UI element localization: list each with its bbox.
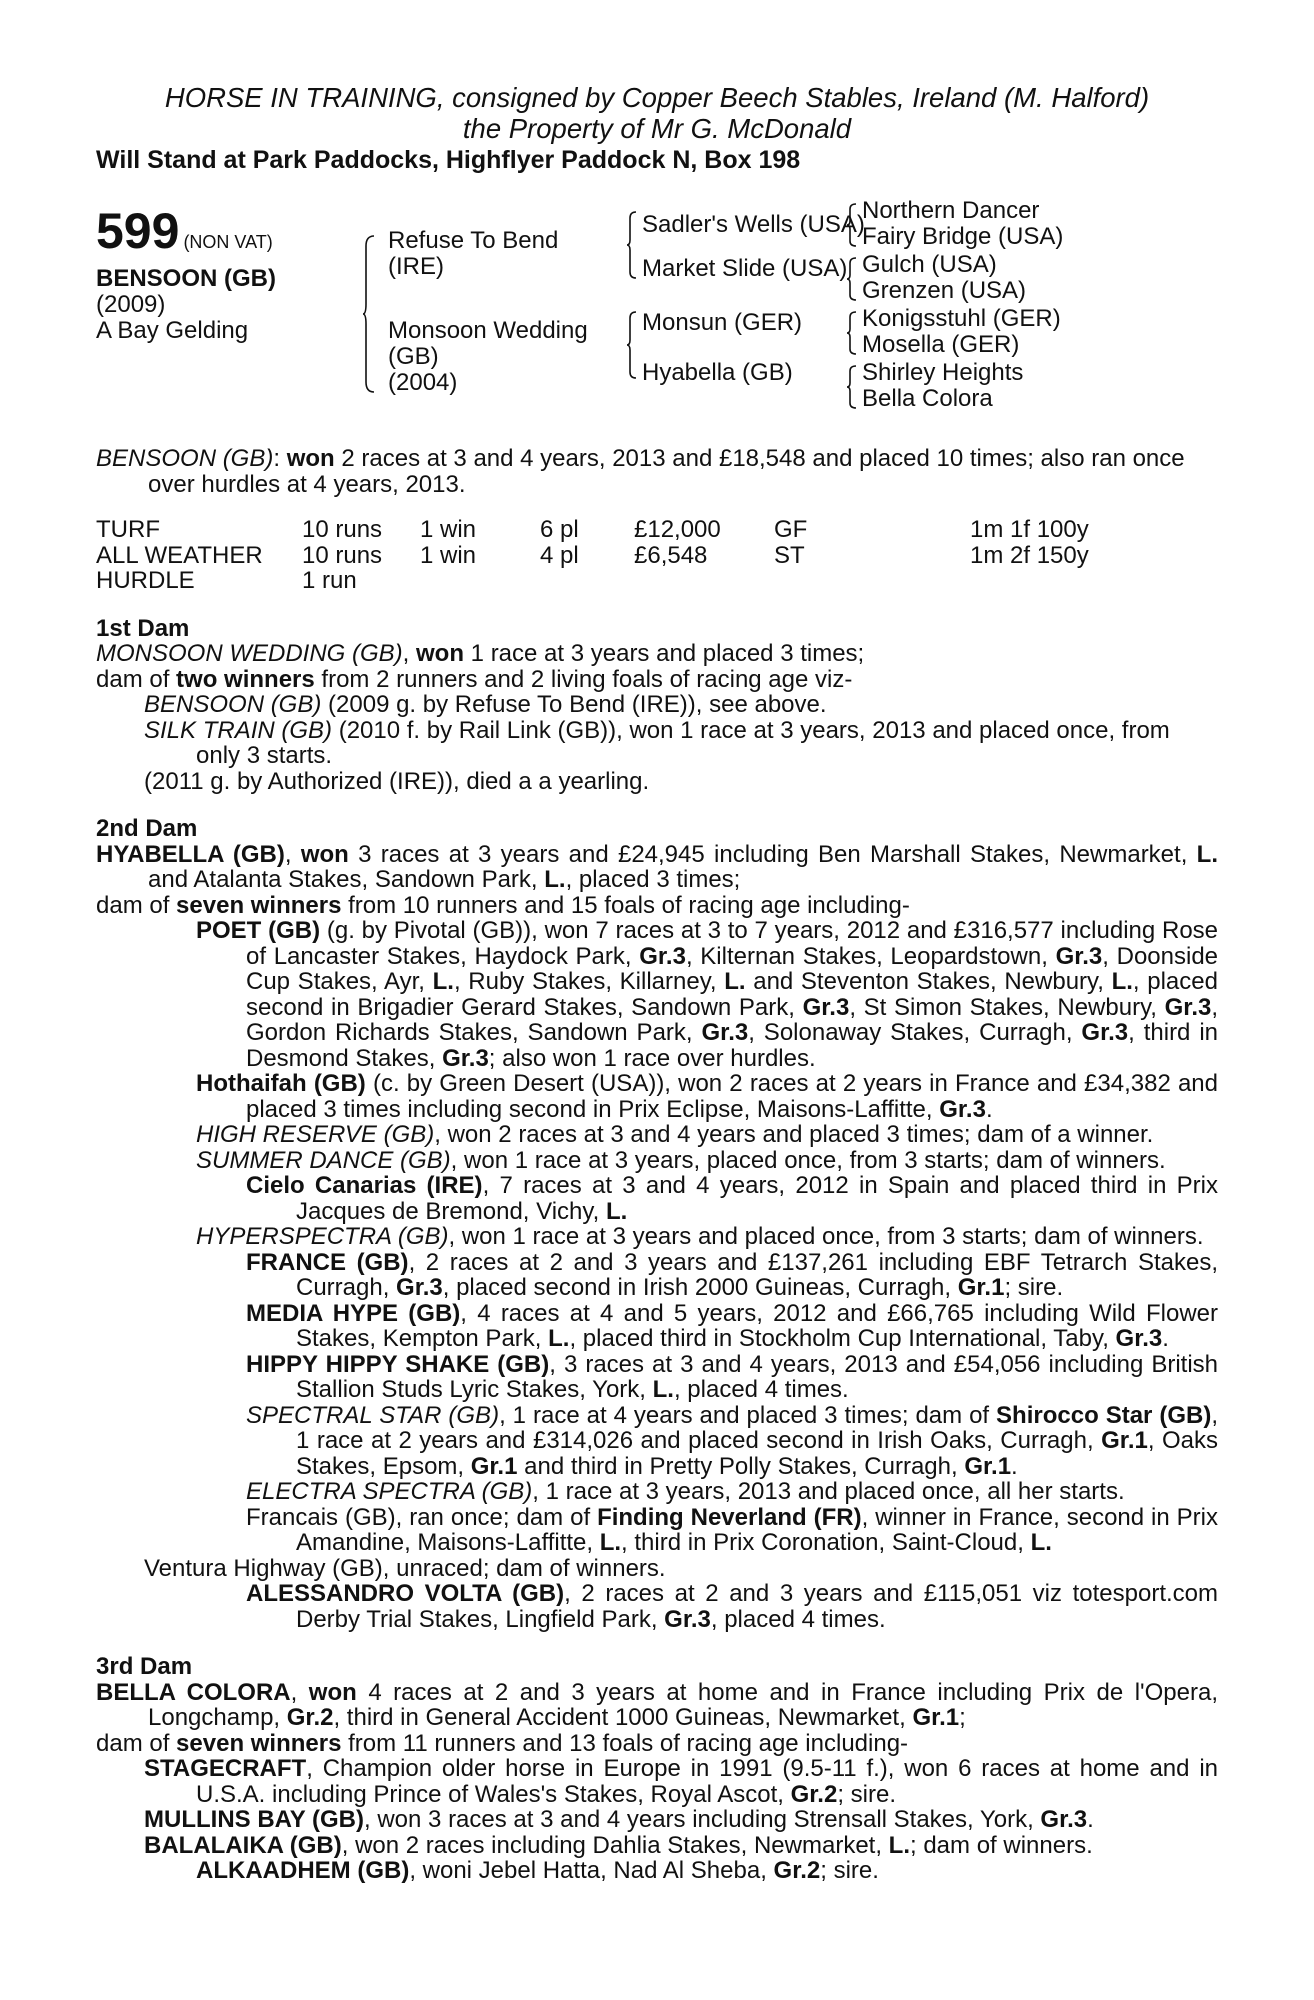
produce-ventura-highway: Ventura Highway (GB), unraced; dam of winners. (144, 1554, 666, 1582)
first-dam-heading: 1st Dam (96, 614, 190, 642)
ggp-shirley-heights: Shirley Heights (862, 359, 1024, 386)
dam-year: (2004) (388, 369, 458, 396)
produce-poet: POET (GB) (g. by Pivotal (GB)), won 7 races at 3 to 7 years, 2012 and £316,577 including Rose of Lancaster Stakes, Haydock Park, Gr.3, Kilternan Stakes, Leopardstown, Gr.3, Doonside Cup Stakes, Ayr, L., Ruby Stakes, Killarney, L. and Steventon Stakes, Newbury, L., placed second in Brigadier Gerard Stakes, Sandown Park, Gr.3, St Simon Stakes, Newbury, Gr.3, Gordon Richards Stakes, Sandown Park, Gr.3, Solonaway Stakes, Curragh, Gr.3, third in Desmond Stakes, Gr.3; also won 1 race over hurdles. (196, 917, 1219, 1072)
produce-hothaifah: Hothaifah (GB) (c. by Green Desert (USA)), won 2 races at 2 years in France and £34,382 and placed 3 times including second in Prix Eclipse, Maisons-Laffitte, Gr.3. (196, 1070, 1219, 1123)
dam-name: Monsoon Wedding (388, 317, 588, 344)
ggp-brace-1 (846, 202, 858, 248)
dam-brace (626, 310, 638, 380)
sire-name: Refuse To Bend (388, 227, 559, 254)
grandproduce-alessandro-volta: ALESSANDRO VOLTA (GB), 2 races at 2 and 3 years and £115,051 viz totesport.com Derby Trial Stakes, Lingfield Park, Gr.3, placed 4 times. (246, 1580, 1218, 1633)
race-record-table (96, 517, 1089, 594)
ggp-mosella: Mosella (GER) (862, 331, 1020, 358)
owner-line: the Property of Mr G. McDonald (462, 113, 852, 144)
ggp-gulch: Gulch (USA) (862, 251, 997, 278)
grandproduce-cielo-canarias: Cielo Canarias (IRE), 7 races at 3 and 4 years, 2012 in Spain and placed third in Prix Jacques de Bremond, Vichy, L. (246, 1172, 1218, 1225)
stand-line: Will Stand at Park Paddocks, Highflyer Paddock N, Box 198 (96, 146, 801, 174)
ggp-grenzen: Grenzen (USA) (862, 277, 1027, 304)
second-dam-record: HYABELLA (GB), won 3 races at 3 years and £24,945 including Ben Marshall Stakes, Newmarket, L. and Atalanta Stakes, Sandown Park, L., placed 3 times; (96, 840, 1218, 893)
foaling-year: (2009) (96, 291, 166, 318)
grandproduce-alkaadhem: ALKAADHEM (GB), woni Jebel Hatta, Nad Al Sheba, Gr.2; sire. (196, 1857, 879, 1884)
main-brace (362, 234, 376, 394)
ggp-fairy-bridge: Fairy Bridge (USA) (862, 223, 1064, 250)
third-dam-produce-summary: dam of seven winners from 11 runners and 13 foals of racing age including- (96, 1729, 909, 1757)
ggp-brace-3 (846, 310, 858, 356)
table-row: TURF 10 runs 1 win 6 pl £12,000 GF 1m 1f 100y (96, 516, 1089, 543)
grandproduce-hippy-hippy-shake: HIPPY HIPPY SHAKE (GB), 3 races at 3 and 4 years, 2013 and £54,056 including British Stallion Studs Lyric Stakes, York, L., placed 4 times. (246, 1350, 1218, 1403)
sire-country: (IRE) (388, 253, 444, 280)
produce-stagecraft: STAGECRAFT, Champion older horse in Europe in 1991 (9.5-11 f.), won 6 races at home and in U.S.A. including Prince of Wales's Stakes, Royal Ascot, Gr.2; sire. (144, 1755, 1218, 1808)
dam-country: (GB) (388, 343, 439, 370)
race-summary: BENSOON (GB): won 2 races at 3 and 4 years, 2013 and £18,548 and placed 10 times; also ran once over hurdles at 4 years, 2013. (96, 445, 1185, 498)
table-row: HURDLE 1 run (96, 567, 357, 594)
produce-high-reserve: HIGH RESERVE (GB), won 2 races at 3 and 4 years and placed 3 times; dam of a winner. (196, 1121, 1154, 1148)
pedigree-block (96, 198, 1218, 428)
dam-sire: Monsun (GER) (642, 309, 803, 336)
lot-number: 599 (96, 203, 180, 259)
ggp-konigsstuhl: Konigsstuhl (GER) (862, 305, 1061, 332)
consignor-line: HORSE IN TRAINING, consigned by Copper Beech Stables, Ireland (M. Halford) (164, 82, 1150, 113)
ggp-northern-dancer: Northern Dancer (862, 197, 1040, 224)
first-dam-produce-summary: dam of two winners from 2 runners and 2 living foals of racing age viz- (96, 665, 853, 693)
produce-summer-dance: SUMMER DANCE (GB), won 1 race at 3 years, placed once, from 3 starts; dam of winners. (196, 1146, 1166, 1174)
ggp-bella-colora: Bella Colora (862, 385, 993, 412)
grandproduce-spectral-star: SPECTRAL STAR (GB), 1 race at 4 years and placed 3 times; dam of Shirocco Star (GB), 1 race at 2 years and £314,026 and placed second in Irish Oaks, Curragh, Gr.1, Oaks Stakes, Epsom, Gr.1 and third in Pretty Polly Stakes, Curragh, Gr.1. (246, 1401, 1219, 1480)
horse-description: A Bay Gelding (96, 317, 249, 344)
third-dam-record: BELLA COLORA, won 4 races at 2 and 3 years at home and in France including Prix de l'Opera, Longchamp, Gr.2, third in General Accident 1000 Guineas, Newmarket, Gr.1; (96, 1678, 1218, 1731)
grandproduce-france: FRANCE (GB), 2 races at 2 and 3 years and £137,261 including EBF Tetrarch Stakes, Curragh, Gr.3, placed second in Irish 2000 Guineas, Curragh, Gr.1; sire. (246, 1248, 1218, 1301)
produce-bensoon: BENSOON (GB) (2009 g. by Refuse To Bend (IRE)), see above. (144, 691, 827, 718)
sire-dam: Market Slide (USA) (642, 255, 848, 282)
sire-brace (626, 210, 638, 280)
horse-name: BENSOON (GB) (96, 265, 276, 292)
dam-dam: Hyabella (GB) (642, 359, 793, 386)
table-row: ALL WEATHER 10 runs 1 win 4 pl £6,548 ST 1m 2f 150y (96, 541, 1089, 569)
produce-hyperspectra: HYPERSPECTRA (GB), won 1 race at 3 years and placed once, from 3 starts; dam of winners. (196, 1223, 1204, 1250)
produce-2011-gelding: (2011 g. by Authorized (IRE)), died a a yearling. (144, 767, 650, 795)
second-dam-heading: 2nd Dam (96, 815, 198, 842)
first-dam-record: MONSOON WEDDING (GB), won 1 race at 3 years and placed 3 times; (96, 640, 865, 667)
second-dam-produce-summary: dam of seven winners from 10 runners and 15 foals of racing age including- (96, 891, 910, 919)
sire-sire: Sadler's Wells (USA) (642, 211, 865, 238)
grandproduce-media-hype: MEDIA HYPE (GB), 4 races at 4 and 5 years, 2012 and £66,765 including Wild Flower Stakes, Kempton Park, L., placed third in Stockholm Cup International, Taby, Gr.3. (246, 1299, 1219, 1352)
grandproduce-electra-spectra: ELECTRA SPECTRA (GB), 1 race at 3 years, 2013 and placed once, all her starts. (246, 1478, 1125, 1505)
lot-number-line (96, 203, 273, 259)
produce-silk-train: SILK TRAIN (GB) (2010 f. by Rail Link (GB)), won 1 race at 3 years, 2013 and placed once, from only 3 starts. (144, 716, 1170, 769)
grandproduce-francais: Francais (GB), ran once; dam of Finding Neverland (FR), winner in France, second in Prix Amandine, Maisons-Laffitte, L., third in Prix Coronation, Saint-Cloud, L. (246, 1503, 1219, 1556)
ggp-brace-2 (846, 256, 858, 302)
third-dam-heading: 3rd Dam (96, 1653, 193, 1680)
summary-horse-name: BENSOON (GB) (96, 445, 274, 472)
ggp-brace-4 (846, 364, 858, 410)
produce-mullins-bay: MULLINS BAY (GB), won 3 races at 3 and 4 years including Strensall Stakes, York, Gr.3. (144, 1806, 1094, 1833)
produce-balalaika: BALALAIKA (GB), won 2 races including Dahlia Stakes, Newmarket, L.; dam of winners. (144, 1831, 1093, 1859)
vat-status: (NON VAT) (183, 232, 273, 252)
